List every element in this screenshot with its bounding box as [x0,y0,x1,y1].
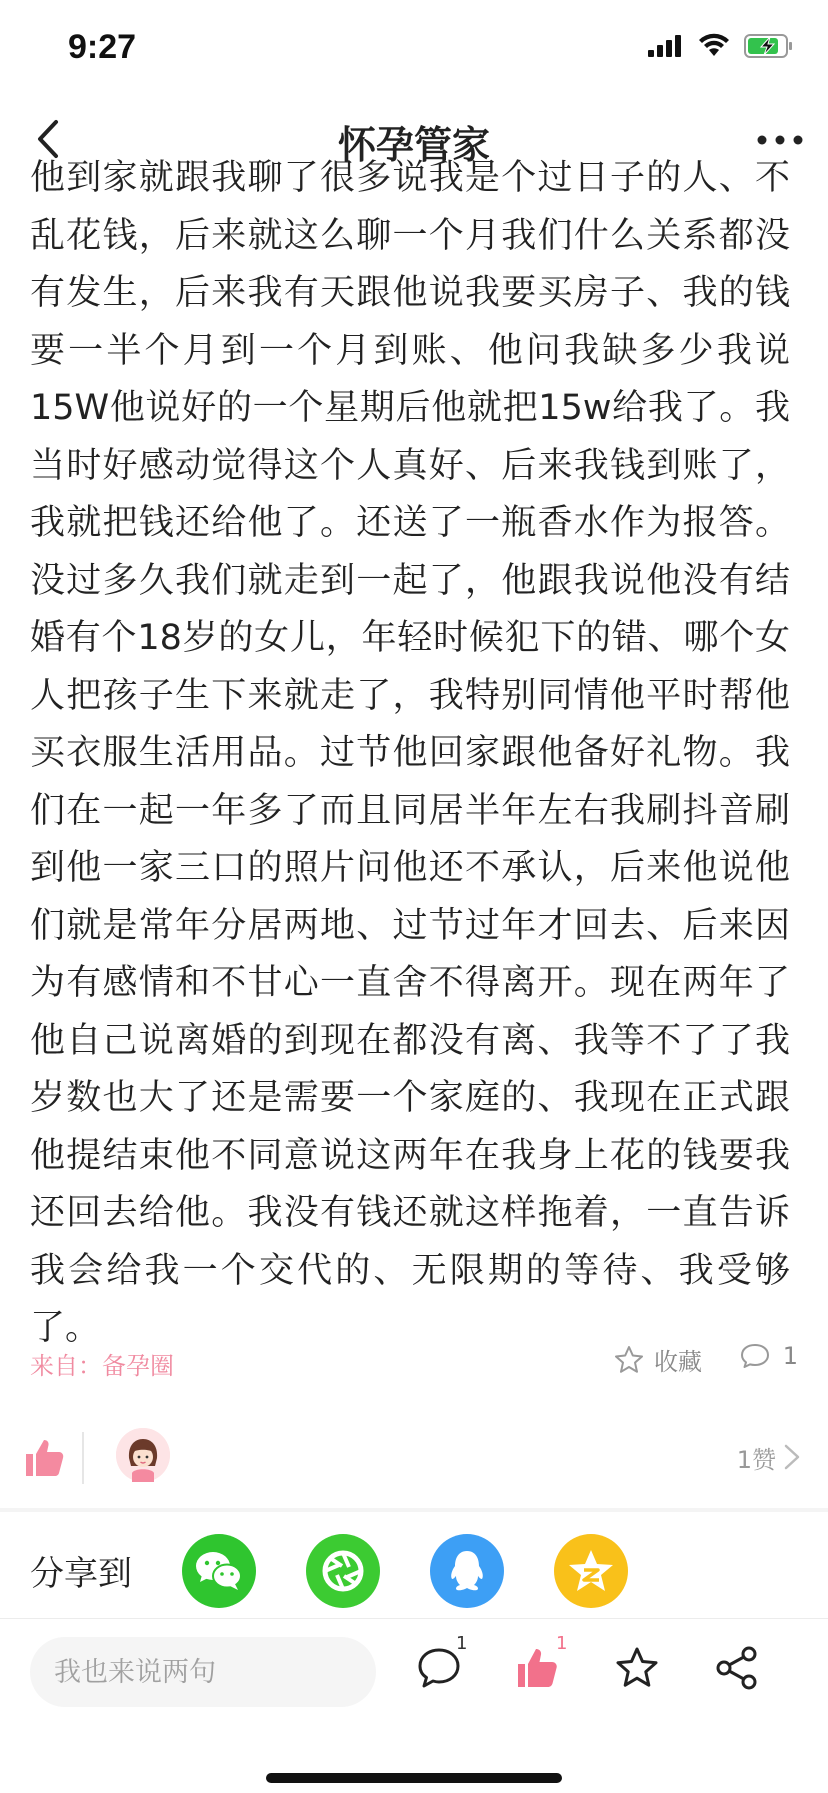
status-time: 9:27 [68,28,137,66]
like-count[interactable]: 1赞 [736,1446,776,1474]
share-row [0,1512,828,1618]
page-title: 怀孕管家 [337,123,490,167]
wifi-icon [698,34,730,58]
article-text [30,150,790,1358]
comment-badge: 1 [456,1633,468,1654]
share-label: 分享到 [30,1554,132,1594]
collect-label: 收藏 [654,1348,702,1376]
bottom-action-bar [0,1618,828,1793]
qq-penguin-icon [447,1548,487,1594]
collect-button[interactable] [614,1342,702,1377]
liker-avatar[interactable] [116,1428,170,1482]
status-bar [0,0,828,100]
like-filled-icon[interactable] [514,1645,560,1691]
qzone-share-button[interactable] [554,1534,628,1608]
girl-avatar-icon [116,1428,170,1482]
home-indicator [266,1773,562,1783]
comment-bubble-icon [739,1342,771,1370]
article-body: 花钱，后来就这么聊一个月我们什么关系都没有发生，后来我有天跟他说我要买房子、我的钱要一半个月到一个月到账、他问我缺多少我说15W他说好的一个星期后他就把15w给我了。我当时好感动觉得这个人真好、后来我钱到账了，我就把钱还给他了。还送了一瓶香水作为报答。没过多久我们就走到一起了，他跟我说他没有结婚有个18岁的女儿，年轻时候犯下的错、哪个女人把孩子生下来就走了，我特别同情他平时帮他买衣服生活用品。过节他回家跟他备好礼物。我们在一起一年多了而且同居半年左右我刷抖音刷到他一家三口的照片问他还不承认，后来他说他们就是常年分居两地、过节过年才回去、后来因为有感情和不甘心一直舍不得离开。现在两年了他自己说离婚的到现在都没有离、我等不了了我岁数也大了还是需要一个家庭的、我现在正式跟他提结束他不同意说这两年在我身上花的钱要我还回去给他。我没有钱还就这样拖着，一直告诉我会给我一个交代的、无限期的等待、我受够了。 [30,215,790,1348]
thumbs-up-icon[interactable] [22,1436,66,1480]
comment-input[interactable] [30,1637,376,1707]
share-icon[interactable] [714,1645,760,1691]
star-outline-icon [614,1345,644,1375]
comment-count-button[interactable] [739,1342,798,1370]
like-row [0,1408,828,1508]
post-meta-row [0,1320,828,1400]
moments-icon [319,1547,367,1595]
chevron-right-icon[interactable] [780,1442,804,1472]
comment-count: 1 [782,1342,798,1370]
star-icon[interactable] [614,1645,660,1691]
article-top-fragment: 他到家就跟我聊了很多说我是个过日子的人、不乱 [30,158,790,256]
post-source[interactable]: 来自：备孕圈 [30,1352,174,1380]
qzone-star-icon [567,1548,615,1594]
article-content [0,158,828,1348]
battery-charging-icon [744,34,794,58]
wechat-icon [194,1549,244,1593]
qq-share-button[interactable] [430,1534,504,1608]
like-badge: 1 [556,1633,568,1654]
status-icons [648,34,794,58]
moments-share-button[interactable] [306,1534,380,1608]
like-divider [82,1432,84,1484]
wechat-share-button[interactable] [182,1534,256,1608]
cellular-signal-icon [648,35,684,57]
